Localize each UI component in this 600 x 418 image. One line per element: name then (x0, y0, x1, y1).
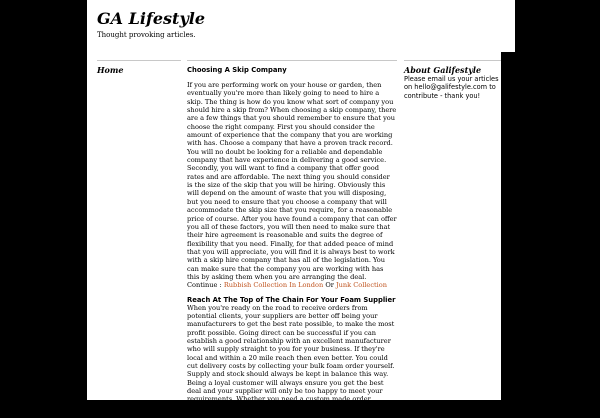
rubbish-collection-link[interactable]: Rubbish Collection In London (223, 281, 324, 290)
nav-divider (97, 60, 181, 61)
sidebar-title: About Galifestyle (404, 65, 482, 75)
post-item (187, 296, 397, 412)
post-body (187, 81, 397, 290)
site-tagline: Thought provoking articles. (97, 31, 196, 39)
post-title[interactable]: Choosing A Skip Company (187, 66, 287, 74)
site-header (87, 0, 515, 52)
nav-home-link[interactable]: Home (97, 65, 124, 75)
sidebar-divider (404, 60, 501, 61)
post-title[interactable]: Reach At The Top of The Chain For Your Foam Supplier (187, 295, 396, 304)
junk-collection-link[interactable]: Junk Collection (335, 281, 387, 290)
page-content (87, 52, 501, 412)
post-text: If you are performing work on your house or garden, then eventually you're more than likely going to need to hire a skip. The thing is how do you know what sort of company you should hire a skip from? When choosing a skip company, there are a few things that you should remember to ensure that you choose the right company. First you should consider the amount of experience that the company that you are working with has. Choose a company that have a proven track record. You will no doubt be looking for a reliable and dependable company that have experience in delivering a good service. Secondly, you will want to find a company that offer good rates and are affordable. The next thing you should consider is the size of the skip that you will be hiring. Obviously this will depend on the amount of waste that you will disposing, but you need to ensure that you choose a company that will accommodate the skip size that you require, for a reasonable price of course. After you have found a company that can offer you all of these factors, you will then need to make sure that their hire agreement is reasonable and suits the degree of flexibility that you need. Finally, for that added peace of mind that you will appreciate, you will find it is always best to work with a skip hire company that has all of the legislation. You can make sure that the company you are working with has this by asking them when you are arranging the deal. Continue : (187, 81, 397, 290)
site-title[interactable]: GA Lifestyle (97, 9, 205, 28)
sidebar-about-text: Please email us your articles on hello@galifestyle.com to contribute - thank you! (404, 75, 499, 100)
post-body: When you're ready on the road to receive orders from potential clients, your suppliers are better off being your manufacturers to get the best rate possible, to make the most profit possible. Going direct can be successful if you can establish a good relationship with an excellent manufacturer who will supply straight to you for your business. If they're local and within a 20 mile reach then even better. You could cut delivery costs by collecting your bulk foam order yourself. Supply and stock should always be kept in balance this way. Being a loyal customer will always ensure you get the best deal and your supplier will only be too happy to meet your requirements. Whether you need a custom made order regularly or a specific (187, 303, 395, 412)
main-column (187, 66, 397, 418)
post-text-connector: Or (323, 281, 336, 290)
main-divider (187, 60, 397, 61)
post-item (187, 66, 397, 290)
